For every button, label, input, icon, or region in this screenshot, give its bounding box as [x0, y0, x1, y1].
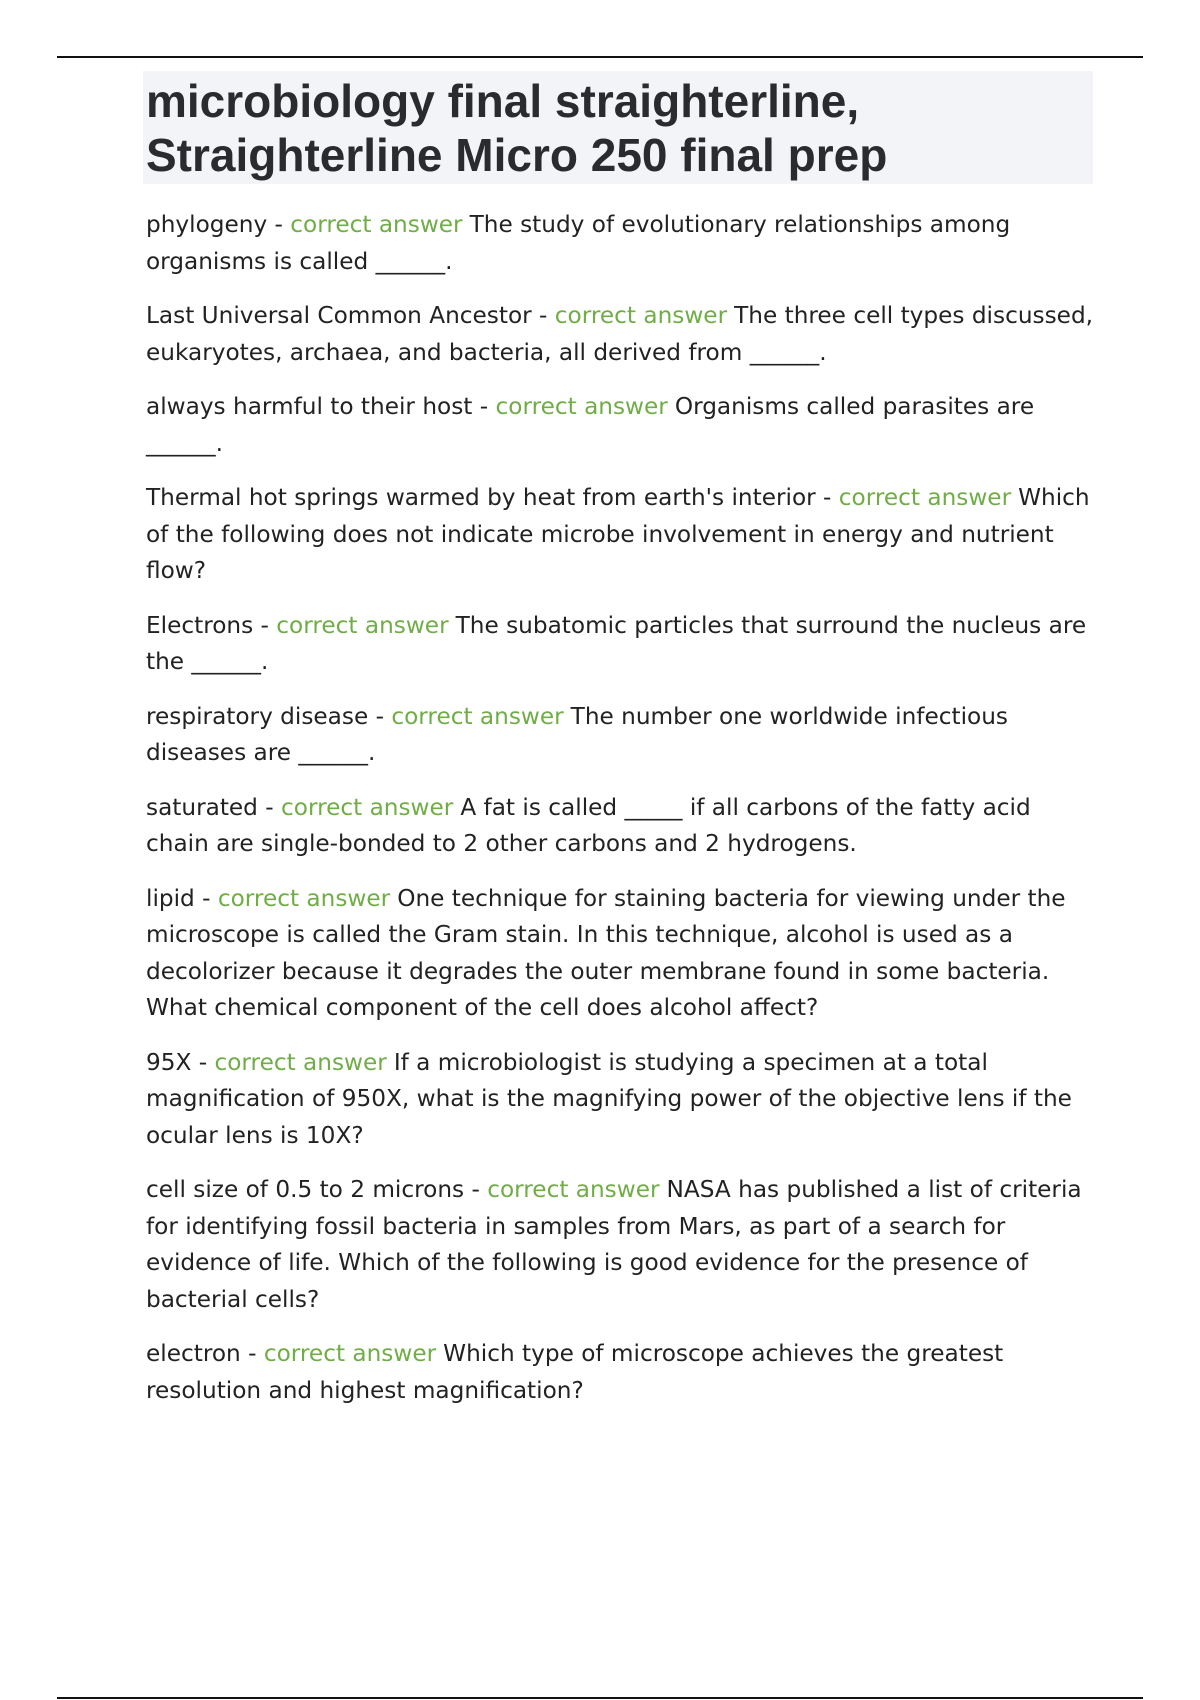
qa-item [146, 480, 1096, 590]
answer-text: Last Universal Common Ancestor [146, 302, 532, 329]
answer-text: always harmful to their host [146, 393, 473, 420]
qa-item [146, 207, 1096, 280]
answer-text: electron [146, 1340, 241, 1367]
qa-item [146, 881, 1096, 1027]
answer-text: respiratory disease [146, 702, 369, 730]
separator: - [472, 393, 496, 420]
answer-text: lipid [146, 884, 195, 912]
question-text: Which type of microscope achieves the greatest resolution and highest magnification? [146, 1340, 1004, 1404]
qa-list [146, 207, 1096, 1427]
separator: - [267, 211, 291, 238]
bottom-rule [57, 1697, 1143, 1699]
question-text: The study of evolutionary relationships among organisms is called ______. [146, 211, 1011, 275]
correct-answer-label: correct answer [290, 211, 463, 238]
separator: - [368, 702, 392, 730]
separator: - [191, 1048, 215, 1076]
correct-answer-label: correct answer [281, 793, 454, 821]
answer-text: cell size of 0.5 to 2 microns [146, 1176, 465, 1203]
separator: - [815, 484, 839, 511]
qa-item [146, 1336, 1096, 1409]
qa-item [146, 1045, 1096, 1155]
qa-item [146, 389, 1096, 462]
answer-text: Electrons [146, 611, 254, 639]
answer-text: saturated [146, 793, 258, 821]
correct-answer-label: correct answer [391, 702, 564, 730]
qa-item [146, 1172, 1096, 1318]
qa-item [146, 699, 1096, 772]
separator: - [464, 1176, 488, 1203]
answer-text: Thermal hot springs warmed by heat from earth's interior [146, 484, 816, 511]
title-line-1: microbiology final straighterline, [146, 75, 860, 127]
qa-item [146, 790, 1096, 863]
question-text: A fat is called _____ if all carbons of the fatty acid chain are single-bonded to 2 other carbons and 2 hydrogens. [146, 793, 1031, 857]
question-text: If a microbiologist is studying a specimen at a total magnification of 950X, what is the magnifying power of the objective lens if the ocular lens is 10X? [146, 1048, 1072, 1149]
qa-item [146, 608, 1096, 681]
answer-text: phylogeny [146, 211, 268, 238]
correct-answer-label: correct answer [217, 884, 391, 912]
correct-answer-label: correct answer [214, 1048, 387, 1076]
separator: - [253, 611, 277, 639]
question-text: Organisms called parasites are ______. [146, 393, 1035, 457]
qa-item [146, 298, 1096, 371]
correct-answer-label: correct answer [276, 611, 449, 639]
correct-answer-label: correct answer [263, 1340, 437, 1367]
answer-text: 95X [146, 1048, 192, 1076]
question-text: The three cell types discussed, eukaryotes, archaea, and bacteria, all derived from ______. [146, 302, 1094, 366]
page-title [143, 71, 1093, 182]
top-rule [57, 56, 1143, 58]
separator: - [531, 302, 555, 329]
question-text: Which of the following does not indicate microbe involvement in energy and nutrient flow? [146, 484, 1090, 584]
separator: - [194, 884, 218, 912]
question-text: The subatomic particles that surround the nucleus are the ______. [146, 611, 1087, 675]
correct-answer-label: correct answer [554, 302, 728, 329]
separator: - [240, 1340, 264, 1367]
question-text: NASA has published a list of criteria for identifying fossil bacteria in samples from Mars, as part of a search for evidence of life. Which of the following is good evidence for the presence of bacterial cells? [146, 1176, 1082, 1313]
title-line-2: Straighterline Micro 250 final prep [146, 129, 888, 181]
correct-answer-label: correct answer [838, 484, 1012, 511]
question-text: One technique for staining bacteria for viewing under the microscope is called the Gram stain. In this technique, alcohol is used as a decolorizer because it degrades the outer membrane found in some bacteria. What chemical component of the cell does alcohol affect? [146, 884, 1066, 1021]
question-text: The number one worldwide infectious diseases are ______. [146, 702, 1008, 766]
title-banner [143, 71, 1093, 184]
correct-answer-label: correct answer [487, 1176, 660, 1203]
separator: - [257, 793, 282, 821]
correct-answer-label: correct answer [495, 393, 668, 420]
